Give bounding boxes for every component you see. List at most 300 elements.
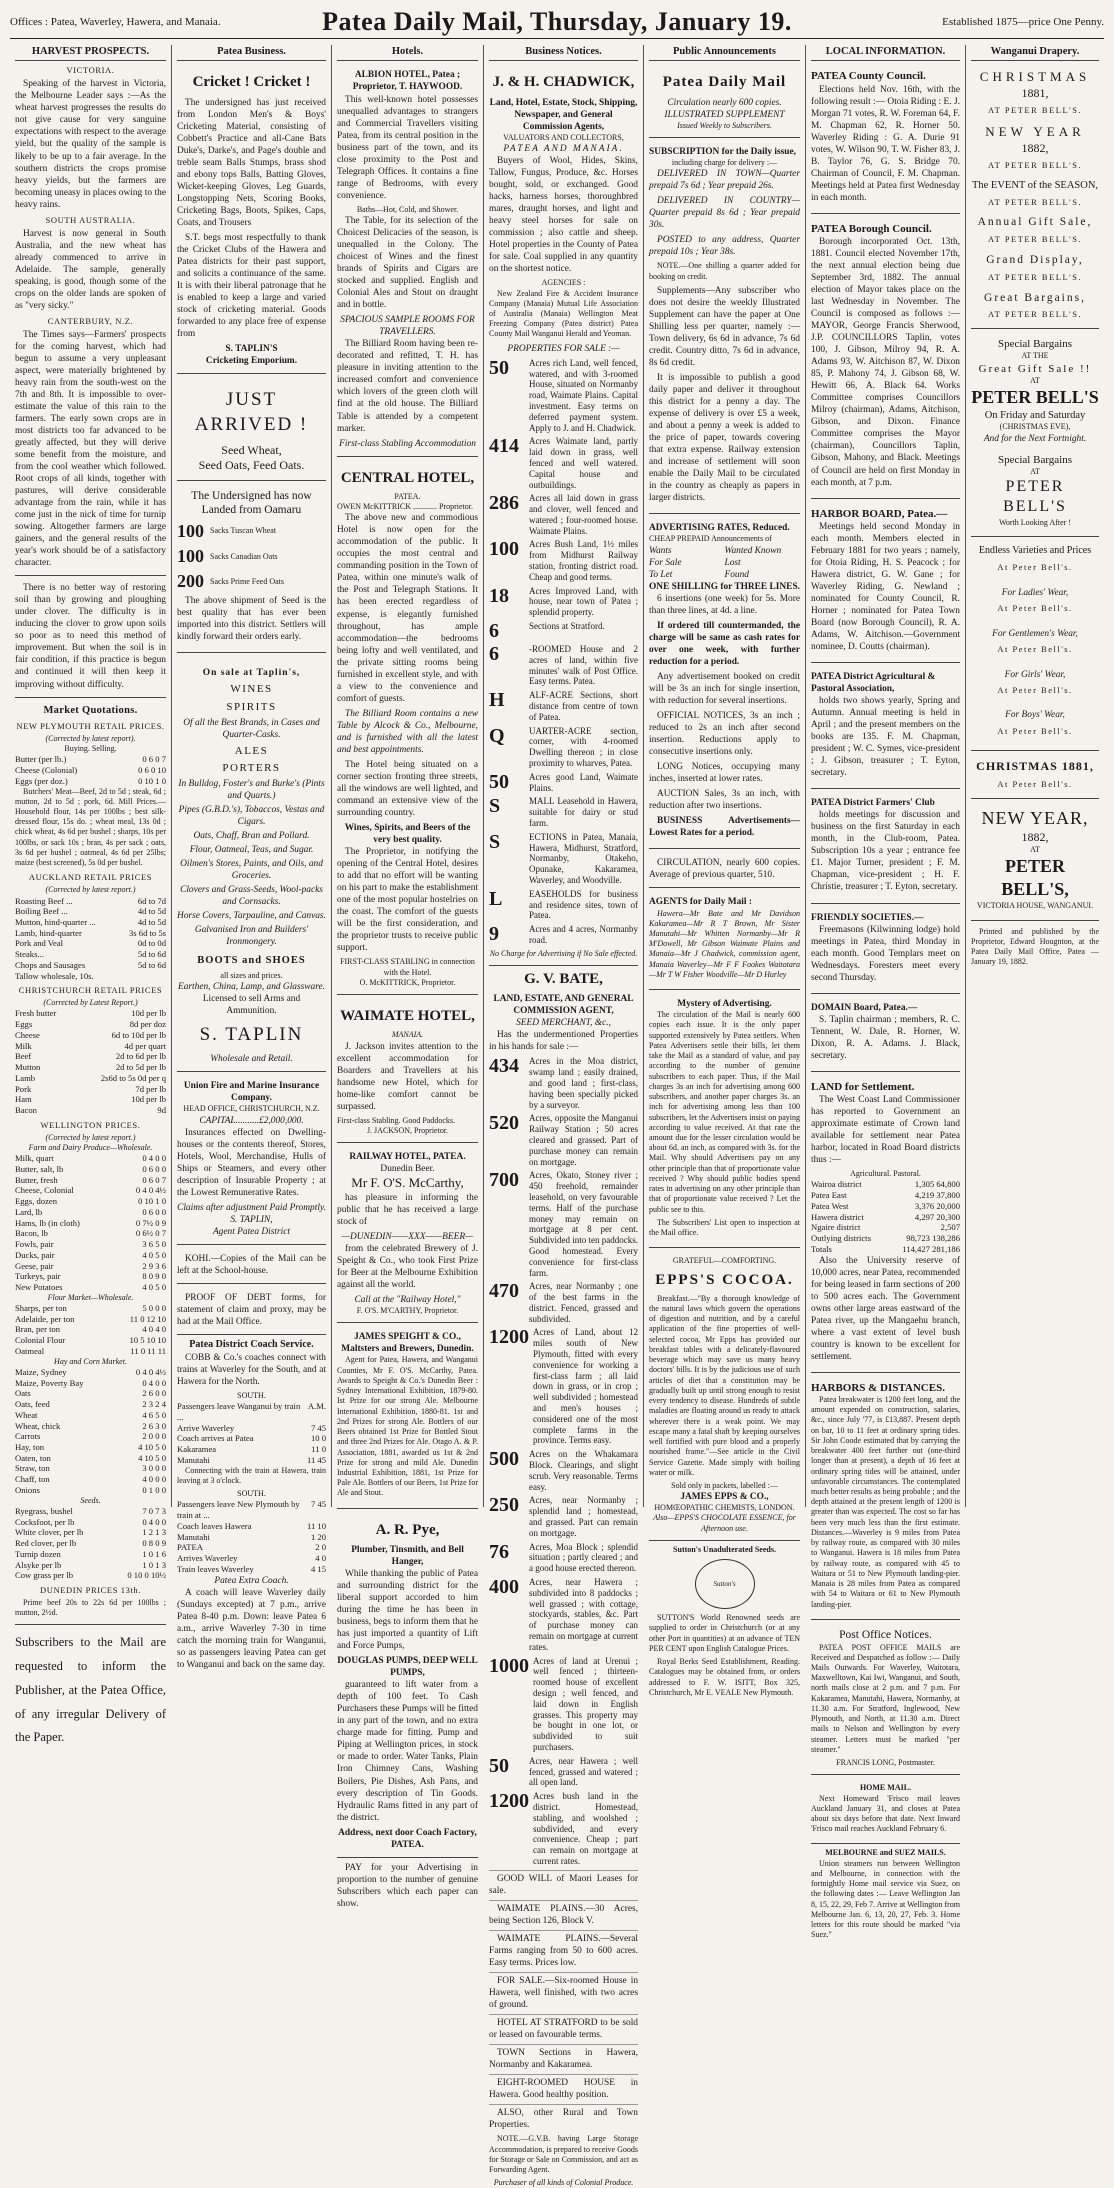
price-row — [15, 971, 166, 982]
sale-line: Flour, Oatmeal, Teas, and Sugar. — [189, 845, 314, 855]
price-item: Cheese (Colonial) — [15, 765, 78, 776]
price-table-title: NEW PLYMOUTH RETAIL PRICES. — [16, 720, 165, 731]
taplin-sale-ad — [177, 657, 326, 1072]
price-value: 98,723 138,286 — [906, 1233, 960, 1244]
price-table — [15, 896, 166, 982]
price-item: Chaff, ton — [15, 1474, 50, 1485]
land-settlement — [811, 1076, 960, 1373]
oamaru-item — [177, 520, 326, 543]
price-item: Passengers leave New Plymouth by train at ... — [177, 1499, 300, 1521]
price-note: (Corrected by latest report.) — [45, 1132, 136, 1142]
price-value: 7 45 — [310, 1499, 326, 1510]
price-row — [177, 1455, 326, 1466]
drapery-line: Great Gift Sale !! — [978, 362, 1092, 375]
price-row — [177, 1444, 326, 1455]
price-value: 1 0 1 3 — [142, 1559, 166, 1570]
column-heading: Business Notices. — [489, 45, 638, 61]
small-ads — [489, 1870, 638, 2132]
ad-text: holds two shows yearly, Spring and Autumn. Annual meeting is held in April ; and the present members on the books are 135. F. M. Chapman, president ; W. C. Symes, vice-president ; J. Gibson, treasurer ; T. Eyton, secretary. — [811, 696, 960, 779]
property-text: Acres all laid down in grass and clover, well fenced and watered ; four-roomed house. Waimate Plains. — [529, 493, 638, 536]
home-mail — [811, 1779, 960, 1844]
property-listing — [489, 1170, 638, 1278]
price-table-title: AUCKLAND RETAIL PRICES — [28, 872, 153, 883]
price-value: 0 10 1 0 — [138, 1196, 166, 1207]
drapery-sub: At Peter Bell's. — [997, 602, 1073, 613]
property-text: MALL Leasehold in Hawera, suitable for dairy or stud farm. — [529, 796, 638, 829]
drapery-name: PETER BELL'S — [971, 386, 1099, 407]
ad-text: BUSINESS Advertisements—Lowest Rates for a period. — [649, 816, 800, 839]
price-row — [811, 1212, 960, 1223]
sale-line: Of all the Best Brands, in Cases and Quarter-Casks. — [183, 717, 320, 740]
price-item: Milk — [15, 1040, 32, 1051]
price-item: Lamb, hind-quarter — [15, 927, 82, 938]
ad-text: COBB & Co.'s coaches connect with trains at Waverley for the South, and at Hawera for the North. — [177, 1352, 326, 1387]
property-number: 250 — [489, 1494, 519, 1517]
ad-line: Issued Weekly to Subscribers. — [677, 120, 772, 130]
price-row — [15, 1030, 166, 1041]
ad-title: WAIMATE HOTEL, — [340, 1008, 475, 1025]
price-item: Manutahi — [177, 1531, 210, 1542]
newspaper-title: Patea Daily Mail, Thursday, January 19. — [322, 7, 792, 36]
established-line: Established 1875—price One Penny. — [942, 16, 1104, 28]
ad-text: Meetings held second Monday in each month. Members elected in February 1881 for two years ; namely, for Otoia Riding, H. S. Peacock ; for Hawera district, G. W. Gane ; for Waverley Riding, G. Newland ; nominated for County Council, R. Horner ; nominated for Patea Town Board (now Borough Council), R. A. Adams, W. Aitchison.—Government nominee, D. Coutts (chairman). — [811, 521, 960, 652]
price-item: Wheat — [15, 1409, 38, 1420]
ad-text: from the celebrated Brewery of J. Speight & Co., who took First Prize for Beer at the Melbourne Exhibition against all the world. — [337, 1243, 478, 1291]
ad-title: PATEA Borough Council. — [811, 222, 932, 235]
ad-text: While thanking the public of Patea and surrounding district for the liberal support accorded to him during the time he has been in business, begs to inform them that he has just imported a quantity of Lift and Force Pumps, — [337, 1568, 478, 1652]
property-text: Acres of land at Urenui ; well fenced ; thirteen-roomed house of excellent design ; well fenced, and laid down in English grasses. This property may be bought in one lot, or subdivided to suit purchasers. — [533, 1655, 638, 1752]
land-table — [811, 1179, 960, 1254]
property-text: Acres rich Land, well fenced, watered, and with 3-roomed House, situated on Normanby road, Waimate Plains. Capital investment. Easy terms on deferred payment system. Apply to J. and H. Chadwick. — [529, 357, 638, 433]
ad-title: DOMAIN Board, Patea.— — [811, 1002, 918, 1013]
ad-line: Mr F. O'S. McCarthy, — [351, 1175, 464, 1191]
property-listing — [489, 1542, 638, 1574]
drapery-sub: AT PETER BELL'S. — [987, 234, 1083, 245]
property-number: 520 — [489, 1112, 519, 1135]
friendly-societies — [811, 908, 960, 994]
ad-line: Sold only in packets, labelled :— — [671, 1480, 778, 1490]
price-value: 4 0 0 0 — [142, 1474, 166, 1485]
offices-line: Offices : Patea, Waverley, Hawera, and Manaia. — [10, 16, 221, 28]
sale-line: Clovers and Grass-Seeds, Wool-packs and Cornsacks. — [180, 885, 323, 908]
price-item: Carrots — [15, 1431, 41, 1442]
property-text: Acres Waimate land, partly laid down in grass, well fenced and well watered. Capital house and outbuildings. — [529, 436, 638, 490]
property-listing — [489, 1791, 638, 1867]
price-item: Boiling Beef ... — [15, 906, 68, 917]
price-item: Onions — [15, 1484, 40, 1495]
ad-title: HARBORS & DISTANCES. — [811, 1381, 945, 1394]
advertising-rates — [649, 518, 800, 849]
property-listing — [489, 924, 638, 946]
price-row — [15, 765, 166, 776]
price-value: 0 4 0 0 — [142, 1377, 166, 1388]
price-value: 1,305 64,800 — [914, 1179, 960, 1190]
price-value: 2 6 0 0 — [142, 1388, 166, 1399]
ad-line: Plumber, Tinsmith, and Bell Hanger, — [351, 1544, 464, 1567]
price-value: 0 8 0 9 — [142, 1538, 166, 1549]
property-number: 286 — [489, 492, 519, 515]
price-value: 2d to 6d per lb — [115, 1051, 166, 1062]
price-row — [15, 1271, 166, 1282]
property-number: L — [489, 887, 503, 910]
price-row — [15, 938, 166, 949]
ad-signature: FRANCIS LONG, Postmaster. — [836, 1758, 935, 1768]
price-item: Butter (per lb.) — [15, 754, 67, 765]
price-value: 11 0 12 10 — [129, 1313, 166, 1324]
property-listing — [489, 1756, 638, 1788]
property-listing — [489, 690, 638, 722]
price-row — [811, 1179, 960, 1190]
ad-line: SPACIOUS SAMPLE ROOMS FOR TRAVELLERS. — [340, 315, 475, 338]
price-row — [177, 1499, 326, 1520]
drapery-sub: Worth Looking After ! — [998, 517, 1071, 527]
price-value: 1 20 — [310, 1531, 326, 1542]
column-heading: Wanganui Drapery. — [971, 45, 1099, 61]
price-row — [177, 1564, 326, 1575]
price-row — [15, 1399, 166, 1410]
price-row — [811, 1233, 960, 1244]
price-table — [15, 1153, 166, 1293]
drapery-wears — [971, 587, 1099, 737]
price-item: Hay, ton — [15, 1442, 45, 1452]
property-listing — [489, 1577, 638, 1653]
price-row — [15, 906, 166, 917]
ad-line: HEAD OFFICE, CHRISTCHURCH, N.Z. — [183, 1104, 320, 1114]
price-row — [15, 1218, 166, 1229]
property-text: Acres Bush Land, 1½ miles from Midhurst Railway station, fronting district road. Cheap and good terms. — [529, 539, 638, 582]
price-value: 4 0 5 0 — [142, 1281, 166, 1292]
section-label: VICTORIA. — [66, 65, 115, 76]
price-item: Geese, pair — [15, 1260, 54, 1271]
price-value: 0 6 0 10 — [138, 765, 166, 776]
column-business-notices — [484, 45, 644, 2188]
price-value: 2,507 — [940, 1222, 960, 1233]
price-value: 0d to 0d — [137, 938, 166, 949]
price-table-title: CHRISTCHURCH RETAIL PRICES — [18, 985, 163, 996]
price-item: Beef — [15, 1051, 32, 1062]
article-text: The Times says—Farmers' prospects for the coming harvest, which had begun to assume a very unpleasant aspect, were materially brightened by heavy rain from the south-west on the 7th and 8th. It is impossible to over-estimate the value of this rain to the farmers. The early sown crops are in most districts too far advanced to be greatly affected, but they will derive some benefit from the moisture, and from the cool weather which followed. Root crops of all kinds, together with pastures, will derive considerable advantage from the rain, while it has come just in the nick of time for turnip sowing. Altogether farmers are large gainers, and the general results of the year's work should be of a satisfactory character. — [15, 329, 166, 569]
price-row — [15, 1019, 166, 1030]
price-value: 0 6½ 0 7 — [135, 1228, 166, 1239]
oamaru-item — [177, 545, 326, 568]
drapery-line: Special Bargains — [997, 338, 1073, 351]
sale-line: ALES — [234, 744, 269, 757]
price-table-title: DUNEDIN PRICES 13th. — [39, 1585, 142, 1596]
drapery-line: On Friday and Saturday — [984, 409, 1086, 421]
special-bargains — [971, 337, 1099, 528]
column-wanganui-drapery — [966, 45, 1104, 1507]
price-row — [15, 928, 166, 939]
property-text: Acres of Land, about 12 miles south of New Plymouth, fitted with every convenience for working a first-class farm ; all laid down in grass, or in crop ; well subdivided ; homestead and men's houses ; considered one of the most complete farms in the province. Terms easy. — [533, 1327, 638, 1446]
drapery-sub: AT PETER BELL'S. — [987, 196, 1083, 207]
price-item: PATEA — [177, 1542, 203, 1553]
ad-text: The Subscribers' List open to inspection at the Mail office. — [649, 1217, 800, 1238]
price-row — [177, 1401, 326, 1422]
ad-text: Also the University reserve of 10,000 acres, near Patea, recommended for being leased in farm sections of 200 to 500 acres each. The Government owns other large areas eastward of the Patea river, up the Mangaehu branch, where a vast extent of level bush country is known to be excellent for settlement. — [811, 1255, 960, 1362]
ad-text: Connecting with the train at Hawera, train leaving at 3 o'clock. — [177, 1465, 326, 1485]
price-value: 4 15 — [310, 1563, 326, 1574]
drapery-sub: AT — [1030, 375, 1040, 385]
property-listing — [489, 1327, 638, 1446]
ad-text: The Proprietor, in notifying the opening of the Central Hotel, desires to add that no effort will be wanting on his part to make the establishment one of the most popular hostelries on the coast. The comfort of the guests will be the first consideration, and the proprietor trusts to receive public support. — [337, 847, 478, 954]
price-row — [811, 1190, 960, 1201]
price-row — [15, 1250, 166, 1261]
sale-line: SPIRITS — [226, 700, 277, 713]
price-value: 7 45 — [310, 1422, 326, 1433]
borough-council — [811, 218, 960, 499]
ad-title: ADVERTISING RATES, Reduced. — [649, 523, 790, 534]
coach-service — [177, 1339, 326, 1671]
price-item: Manutahi — [177, 1454, 210, 1465]
divider — [15, 575, 166, 576]
price-value: 2 0 — [315, 1542, 326, 1553]
ad-title: On sale at Taplin's, — [202, 668, 301, 679]
ad-text: The Table, for its selection of the Choicest Delicacies of the season, is unequalled in the Colony. The choicest of Wines and the finest brands of Spirits and Cigars are stocked and supplied. English and Colonial Ales and Stout on draught and in bottle. — [337, 216, 478, 311]
price-item: Colonial Flour — [15, 1335, 66, 1346]
sale-line: Pipes (G.B.D.'s), Tobaccos, Vestas and Cigars. — [178, 804, 325, 827]
property-text: ECTIONS in Patea, Manaia, Hawera, Midhurst, Stratford, Normanby, Otakeho, Opunake, Kakaramea, Waverley, and Woodville. — [529, 831, 638, 885]
price-item: Totals — [811, 1243, 832, 1254]
price-item: Mutton, hind-quarter ... — [15, 916, 96, 927]
property-text: Acres, near Normanby ; splendid land ; homestead, and grassed. Part can remain on mortgage. — [529, 1495, 638, 1538]
price-value: 11 0 11 11 — [130, 1345, 166, 1356]
price-row — [15, 896, 166, 907]
ad-line: Licensed to sell Arms and Ammunition. — [202, 993, 301, 1016]
ad-title: Union Fire and Marine Insurance Company. — [183, 1081, 320, 1104]
price-row — [15, 1041, 166, 1052]
ad-line: First-class Stabling. Good Paddocks. — [337, 1115, 455, 1125]
price-value: 5d to 6d — [137, 949, 166, 960]
price-item: Ryegrass, bushel — [15, 1505, 73, 1516]
price-row — [15, 1549, 166, 1560]
ad-title: Mystery of Advertising. — [677, 999, 772, 1010]
price-row — [811, 1201, 960, 1212]
ad-title: HARBOR BOARD, Patea.— — [811, 507, 948, 520]
price-row — [15, 960, 166, 971]
ad-line: Dunedin Beer. — [380, 1164, 435, 1175]
price-row — [177, 1423, 326, 1434]
price-item: Fresh butter — [15, 1008, 57, 1019]
price-item: Oats — [15, 1388, 31, 1399]
drapery-line: For Gentlemen's Wear, — [992, 628, 1078, 639]
ad-title: Patea Extra Coach. — [214, 1575, 289, 1586]
property-number: 18 — [489, 584, 509, 607]
drapery-line: Endless Varieties and Prices — [978, 545, 1092, 557]
drapery-sub: AT THE — [1021, 351, 1049, 361]
price-item: Cocksfoot, per lb — [15, 1516, 75, 1527]
price-item: Turnip dozen — [15, 1548, 61, 1559]
ad-kind: Wants — [649, 545, 672, 556]
oamaru-ad — [177, 485, 326, 654]
ad-text: Patea breakwater is 1200 feet long, and the amount expended on construction, salaries, &c., since July '77, is £13,887. Present depth on bar, 10 to 11 feet at ordinary spring tides. Sir John Coode estimated that by carrying the breakwater 400 feet further out (one-third longer than at present), a depth of 16 feet at ordinary spring tides will be attained, under unfavorable circumstances. The contemplated much better results as being probable ; and the depth attained at the present length of 1200 is greater than was expected. The cost so far has been very much less than the first estimate. Distances.—Waverley is 9 miles from Patea by railway route, as compared with 30 miles to Wanganui. Hawera is 18 miles from Patea by railway route, as compared with 45 to Waitara or 51 to New Plymouth landing-pier. Manaia is 28 miles from Patea as compared with 54 to Waitara or 61 to New Plymouth landing-pier. — [811, 1394, 960, 1609]
price-item: White clover, per lb — [15, 1527, 84, 1538]
ad-line: Seed Oats, Feed Oats. — [198, 458, 305, 473]
drapery-sub: VICTORIA HOUSE, WANGANUI. — [976, 901, 1094, 911]
property-number: S — [489, 795, 501, 818]
ad-kind: Wanted Known — [724, 545, 782, 556]
property-number: 1200 — [489, 1790, 529, 1813]
price-row — [15, 1485, 166, 1496]
ad-text: S.T. begs most respectfully to thank the Cricket Clubs of the Hawera and Patea districts for their past support, and solicits a continuance of the same. It is with their liberal patronage that he is enabled to keep a large and varied stock of cricketing material. Goods forwarded to any place free of expense from — [177, 232, 326, 340]
ad-line: Wholesale and Retail. — [210, 1054, 293, 1065]
ad-text: OFFICIAL NOTICES, 3s an inch ; reduced to 2s an inch after second insertion. Reductions apply to consecutive insertions only. — [649, 711, 800, 758]
drapery-sub: At Peter Bell's. — [997, 778, 1073, 789]
price-value: 7 0 7 3 — [142, 1505, 166, 1516]
column-heading: Public Announcements — [649, 45, 800, 61]
property-listing — [489, 493, 638, 536]
divider — [15, 697, 166, 698]
price-cols: Buying. Selling. — [64, 744, 117, 754]
drapery-line: And for the Next Fortnight. — [983, 433, 1087, 444]
ad-line: DOUGLAS PUMPS, DEEP WELL PUMPS, — [337, 1656, 478, 1679]
drapery-sub: At Peter Bell's. — [997, 684, 1073, 695]
ad-text: The above new and commodious Hotel is now open for the accommodation of the public. It occupies the most central and commanding position in the Town of Patea, within one minute's walk of the Post and Telegraph Stations. It has been erected regardless of expense, is elegantly furnished throughout, has ample accommodation—the bedrooms being lofty and well ventilated, and the private sitting rooms being furnished in excellent style, and with a view to the convenience and comfort of guests. — [337, 513, 478, 704]
ad-line: JAMES EPPS & CO., — [680, 1492, 769, 1503]
union-insurance-ad — [177, 1076, 326, 1245]
ad-line: CHEAP PREPAID Announcements of — [649, 534, 772, 544]
ad-line: No Charge for Advertising if No Sale effected. — [489, 948, 638, 958]
price-row — [15, 1560, 166, 1571]
ad-signature: Agent Patea District — [212, 1226, 291, 1237]
proof-notice: PROOF OF DEBT forms, for statement of claim and proxy, may be had at the Mail Office. — [177, 1288, 326, 1335]
price-item: Wheat, chick — [15, 1420, 61, 1431]
property-listing — [489, 772, 638, 794]
price-value: 2 6 3 0 — [142, 1420, 166, 1431]
price-row — [15, 1538, 166, 1549]
price-row — [15, 1388, 166, 1399]
price-value: 0 6 0 7 — [142, 1174, 166, 1185]
property-listing — [489, 1056, 638, 1110]
ad-signature: S. TAPLIN'S — [225, 344, 278, 355]
property-listing — [489, 539, 638, 582]
price-row — [177, 1433, 326, 1444]
price-value: 3,376 20,000 — [914, 1200, 960, 1211]
price-value: 0 4 0 0 — [142, 1153, 166, 1164]
price-item: Lamb — [15, 1072, 36, 1083]
ad-signature: S. TAPLIN, — [230, 1214, 273, 1225]
ad-line: Address, next door Coach Factory, PATEA. — [338, 1827, 477, 1850]
price-item: New Potatoes — [15, 1281, 63, 1292]
ad-text: Borough incorporated Oct. 13th, 1881. Council elected November 17th, the next annual election being due September 3rd, 1882. The annual election of Mayor takes place on the last Wednesday in November. The Council is composed as follows :— MAYOR, George Francis Sherwood, J.P. COUNCILLORS Taplin, votes 100, J. Gibson, Milroy 94, R. A. Adams 93, W. Aitchison 87, W. Dixon 85, P. Mahony 74, J. Gibson 68, W. Hewitt 66, A. Black 64. Works Committee comprises Councillors Milroy (chairman), Adams, Aitchison, Gibson, and Dixon. Finance Committee comprises the Mayor (chairman), Councillors Taplin, Gibson, Mahony, and Black. Meetings of Council are held on first Monday in each month, at 7 p.m. — [811, 236, 960, 488]
ad-text: Royal Berks Seed Establishment, Reading. Catalogues may be obtained from, or orders addressed to F. W. ISITT, Box 325, Christchurch, Mr E. VEALE New Plymouth. — [649, 1657, 800, 1697]
property-listing — [489, 726, 638, 769]
price-value: 5d to 6d — [137, 959, 166, 970]
drapery-block — [971, 124, 1099, 171]
price-item: Maize, Poverty Bay — [15, 1377, 84, 1388]
ad-line: AGENCIES : — [541, 278, 586, 288]
divider — [971, 920, 1099, 921]
ad-title: Post Office Notices. — [839, 1628, 932, 1641]
small-ad: TOWN Sections in Hawera, Normanby and Kakaramea. — [489, 2044, 638, 2071]
sale-line: WINES — [230, 683, 273, 696]
drapery-block — [971, 628, 1099, 655]
article-text: There is no better way of restoring soil than by growing and ploughing under clover. The difficulty is in inducing the clover to grow upon soils so poor as to need this method of improvement. But when the soil is in fair condition, if this practice is begun and continued it will then keep it improving without difficulty. — [15, 583, 166, 690]
post-office-notices — [811, 1624, 960, 1776]
ad-text: J. Jackson invites attention to the excellent accommodation for Boarders and Travellers at his handsome new Hotel, which for home-like comfort cannot be surpassed. — [337, 1041, 478, 1112]
price-value: 9d — [157, 1105, 166, 1116]
coach-table — [177, 1499, 326, 1574]
drapery-line: CHRISTMAS 1881, — [976, 759, 1094, 774]
divider — [971, 750, 1099, 751]
property-text: Acres and 4 acres, Normanby road. — [529, 924, 638, 945]
price-item: Patea West — [811, 1200, 849, 1211]
ad-title: Sutton's Unadulterated Seeds. — [673, 1544, 776, 1554]
price-item: Bran, per ton — [15, 1324, 61, 1335]
cricket-ad — [177, 65, 326, 374]
column-hotels — [332, 45, 484, 1909]
ad-text: S. Taplin chairman ; members, R. C. Tennent, W. Dale, R. Horner, W. Dixon, R. A. Adams. J. Black, secretary. — [811, 1014, 960, 1061]
property-text: Acres, near Hawera ; well fenced, grassed and watered ; all open land. — [529, 1755, 638, 1788]
waimate-hotel-ad — [337, 999, 478, 1143]
ad-line: Earthen, China, Lamp, and Glassware. — [177, 981, 326, 992]
market-heading: Market Quotations. — [43, 704, 138, 716]
price-item: Passengers leave Wanganui by train ... — [177, 1401, 301, 1422]
bate-ad — [489, 970, 638, 2188]
price-item: Arrives Waverley — [177, 1553, 238, 1564]
sale-line: Oilmen's Stores, Paints, and Oils, and Groceries. — [180, 859, 323, 882]
subscription-line: DELIVERED IN TOWN—Quarter prepaid 7s 6d ; Year prepaid 26s. — [649, 169, 800, 192]
drapery-sub: AT PETER BELL'S. — [987, 271, 1083, 282]
ad-line: PATEA. — [394, 491, 421, 501]
property-listing — [489, 358, 638, 434]
price-value: 8d per doz — [129, 1019, 166, 1030]
price-item: Sharps, per ton — [15, 1302, 67, 1313]
property-text: EASEHOLDS for business and residence sites, town of Patea. — [529, 888, 638, 921]
ad-title: LAND for Settlement. — [811, 1080, 915, 1093]
price-note: (Corrected by Latest Report.) — [43, 998, 138, 1008]
ad-line: First-class Stabling Accommodation — [339, 438, 476, 449]
price-item: Turkeys, pair — [15, 1271, 61, 1282]
drapery-sub: At Peter Bell's. — [997, 725, 1073, 736]
drapery-line: Special Bargains — [997, 453, 1073, 466]
ad-line: including charge for delivery :— — [671, 157, 778, 167]
price-row — [15, 1196, 166, 1207]
price-item: Cheese — [15, 1029, 40, 1040]
pay-notice: PAY for your Advertising in proportion to the number of genuine Subscribers which each paper can show. — [337, 1862, 478, 1909]
price-row — [15, 1346, 166, 1357]
ad-text: The Hotel being situated on a corner section fronting three streets, all the windows are well lighted, and command an extensive view of the surrounding country. — [337, 759, 478, 819]
property-text: -ROOMED House and 2 acres of land, within five minutes' walk of Post Office. Easy terms. Patea. — [529, 644, 638, 687]
drapery-event — [971, 179, 1099, 207]
harbors-distances — [811, 1377, 960, 1620]
ad-signature: F. O'S. M'CARTHY, Proprietor. — [356, 1306, 459, 1316]
column-heading: LOCAL INFORMATION. — [811, 45, 960, 61]
property-number: 100 — [489, 538, 519, 561]
price-item: Hams, lb (in cloth) — [15, 1217, 80, 1228]
property-number: Q — [489, 724, 505, 747]
sale-lines — [177, 682, 326, 948]
property-listing — [489, 1495, 638, 1538]
small-ad: HOTEL AT STRATFORD to be sold or leased on favourable terms. — [489, 2014, 638, 2041]
sutton-ad — [649, 1545, 800, 1698]
price-value: 1 2 1 3 — [142, 1527, 166, 1538]
article-text: Prime beef 20s to 22s 6d per 100lbs ; mutton, 2½d. — [15, 1597, 166, 1618]
oamaru-qty: 100 — [177, 546, 204, 567]
divider — [971, 328, 1099, 329]
column-local-information — [806, 45, 966, 1940]
small-ad: WAIMATE PLAINS.—30 Acres, being Section 126, Block V. — [489, 1900, 638, 1927]
divider — [971, 536, 1099, 537]
ad-text: SUTTON'S World Renowned seeds are supplied to order in Christchurch (or at any other Port in quantities) at an advance of TEN PER CENT upon English Catalogue Prices. — [649, 1613, 800, 1653]
price-row — [15, 1453, 166, 1464]
property-listing — [489, 586, 638, 618]
ad-text: If ordered till countermanded, the charge will be same as cash rates for over one week, with further reduction for a period. — [649, 620, 800, 667]
property-number: 400 — [489, 1576, 519, 1599]
property-text: UARTER-ACRE section, corner, with 4-roomed Dwelling thereon ; in close proximity to wharves, Patea. — [529, 725, 638, 769]
ad-kinds — [649, 545, 800, 581]
property-number: 6 — [489, 620, 499, 643]
property-number: 500 — [489, 1448, 519, 1471]
